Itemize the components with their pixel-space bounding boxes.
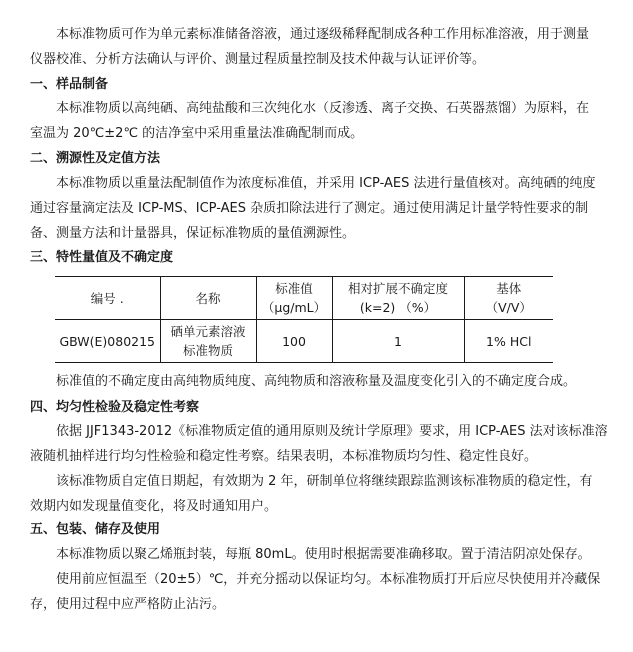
text-line: 使用前应恒温至（20±5）℃，并充分摇动以保证均匀。本标准物质打开后应尽快使用并冷藏保 (56, 572, 601, 587)
header-standard-value: 标准值 （μg/mL） (256, 277, 332, 320)
text-line: 备、测量方法和计量器具，保证标准物质的量值溯源性。 (30, 226, 356, 241)
cell-name: 硒单元素溶液 标准物质 (160, 320, 256, 363)
text-line: 本标准物质以重量法配制值作为浓度标准值，并采用 ICP-AES 法进行量值核对。高纯硒的纯度 (56, 176, 596, 191)
cell-code: GBW(E)080215 (59, 333, 156, 349)
table-row (55, 320, 553, 363)
text-line: 本标准物质以聚乙烯瓶封装，每瓶 80mL。使用时根据需要准确移取。置于清洁阴凉处保存。 (56, 547, 591, 562)
section-heading-certified-value: 三、特性量值及不确定度 (30, 250, 174, 265)
stability-paragraph (30, 469, 593, 519)
text-line: 该标准物质自定值日期起，有效期为 2 年，研制单位将继续跟踪监测该标准物质的稳定性，有 (56, 474, 593, 489)
text-line: 本标准物质可作为单元素标准储备溶液，通过逐级稀释配制成各种工作用标准溶液，用于测量 (56, 27, 590, 42)
usage-paragraph (30, 567, 600, 617)
header-uncertainty: 相对扩展不确定度 (k=2) （%） (332, 277, 464, 320)
homogeneity-paragraph (30, 419, 608, 469)
packaging-paragraph (30, 542, 591, 567)
text-line: 液随机抽样进行均匀性检验和稳定性考察。结果表明，本标准物质均匀性、稳定性良好。 (30, 449, 538, 464)
cell-matrix: 1% HCl (464, 320, 553, 363)
text-line: 通过容量滴定法及 ICP-MS、ICP-AES 杂质扣除法进行了测定。通过使用满足计量学特性要求的制 (30, 201, 589, 216)
text-line: 标准值的不确定度由高纯物质纯度、高纯物质和溶液称量及温度变化引入的不确定度合成。 (56, 374, 577, 389)
header-name: 名称 (160, 277, 256, 320)
traceability-paragraph (30, 171, 596, 246)
certified-value-table (55, 276, 553, 363)
text-line: 仪器校准、分析方法确认与评价、测量过程质量控制及技术仲裁与认证评价等。 (30, 52, 486, 67)
section-heading-homogeneity: 四、均匀性检验及稳定性考察 (30, 400, 200, 415)
header-code: 编号 . (55, 277, 160, 320)
table-header-row (55, 277, 553, 320)
section-heading-traceability: 二、溯源性及定值方法 (30, 151, 161, 166)
text-line: 室温为 20℃±2℃ 的洁净室中采用重量法准确配制而成。 (30, 126, 364, 141)
cell-uncertainty: 1 (332, 320, 464, 363)
text-line: 效期内如发现量值变化，将及时通知用户。 (30, 499, 278, 514)
uncertainty-note (56, 369, 576, 394)
text-line: 存，使用过程中应严格防止沾污。 (30, 597, 226, 612)
cell-standard-value: 100 (256, 320, 332, 363)
intro-paragraph (30, 22, 589, 72)
section-heading-sample-prep: 一、样品制备 (30, 77, 109, 92)
text-line: 依据 JJF1343-2012《标准物质定值的通用原则及统计学原理》要求，用 ICP-AES 法对该标准溶 (56, 424, 608, 439)
section-heading-packaging: 五、包装、储存及使用 (30, 522, 161, 537)
sample-prep-paragraph (30, 96, 589, 146)
text-line: 本标准物质以高纯硒、高纯盐酸和三次纯化水（反渗透、离子交换、石英器蒸馏）为原料，在 (56, 101, 590, 116)
header-matrix: 基体 （V/V） (464, 277, 553, 320)
